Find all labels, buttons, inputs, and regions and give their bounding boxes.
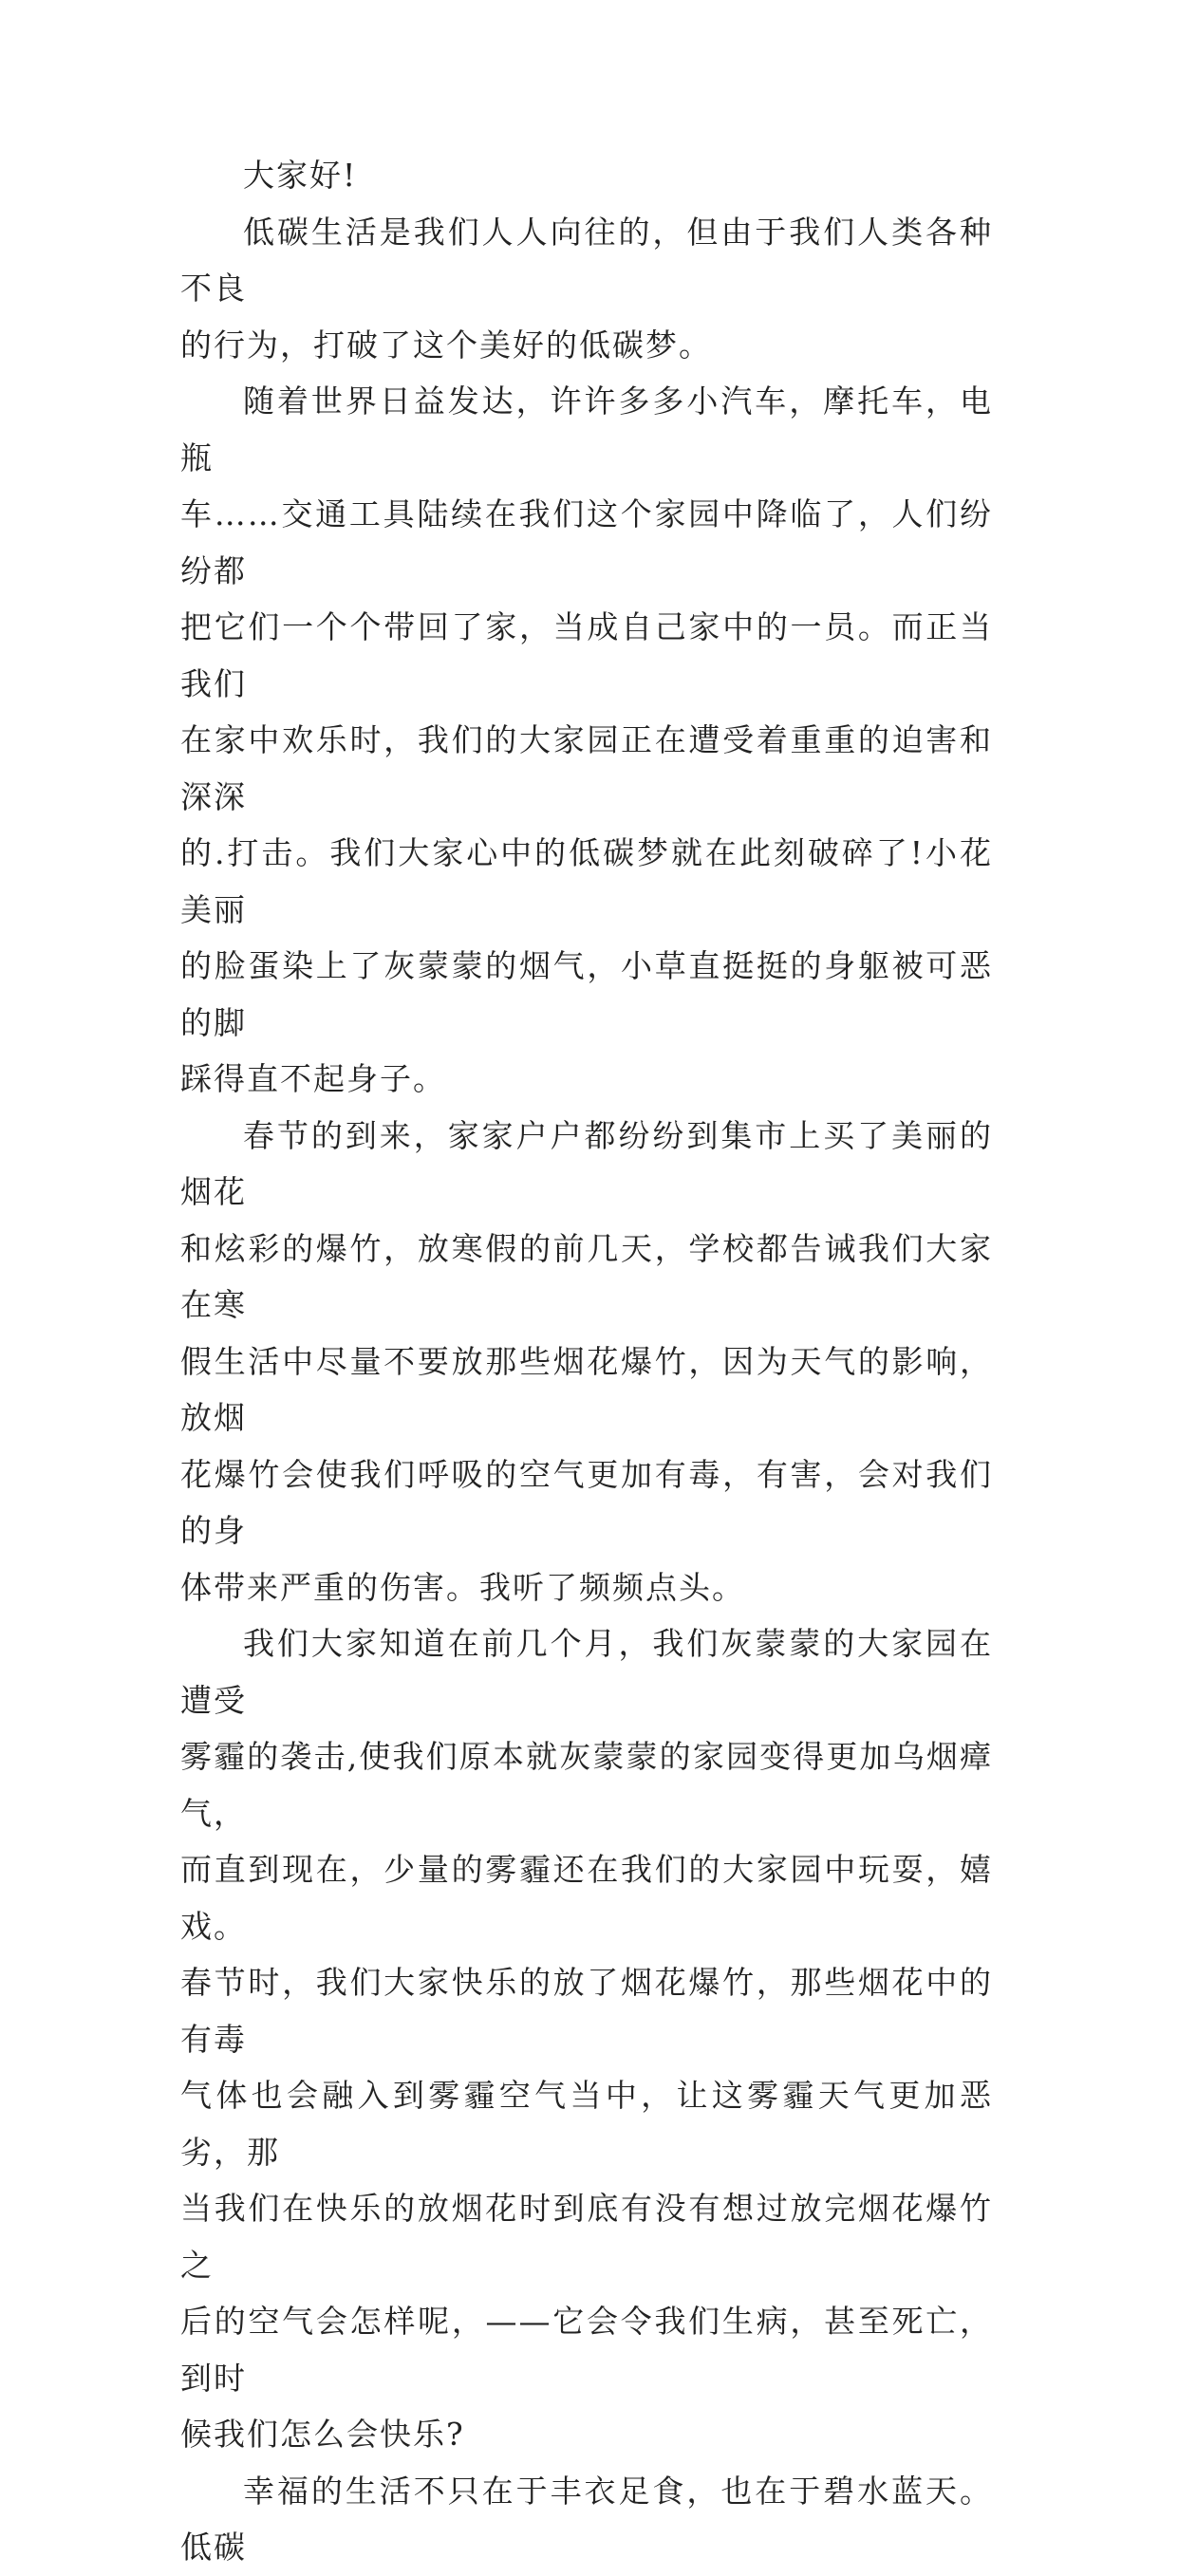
paragraph-line: 候我们怎么会快乐? — [180, 2416, 465, 2453]
paragraph-line: 当我们在快乐的放烟花时到底有没有想过放完烟花爆竹之 — [180, 2190, 993, 2284]
paragraph-line: 春节的到来，家家户户都纷纷到集市上买了美丽的烟花 — [180, 1116, 993, 1210]
paragraph-line: 把它们一个个带回了家，当成自己家中的一员。而正当我们 — [180, 608, 993, 702]
paragraph — [180, 373, 993, 1108]
paragraph-line: 的.打击。我们大家心中的低碳梦就在此刻破碎了!小花美丽 — [180, 834, 993, 928]
paragraph-line: 随着世界日益发达，许许多多小汽车，摩托车，电瓶 — [180, 383, 993, 476]
paragraph-line: 气体也会融入到雾霾空气当中，让这雾霾天气更加恶劣，那 — [180, 2077, 993, 2171]
paragraph-line: 的脸蛋染上了灰蒙蒙的烟气，小草直挺挺的身躯被可恶的脚 — [180, 947, 993, 1041]
paragraph-line: 花爆竹会使我们呼吸的空气更加有毒，有害，会对我们的身 — [180, 1455, 993, 1549]
paragraph — [180, 1615, 993, 2463]
paragraph-line: 车……交通工具陆续在我们这个家园中降临了，人们纷纷都 — [180, 495, 993, 589]
paragraph-line: 和炫彩的爆竹，放寒假的前几天，学校都告诫我们大家在寒 — [180, 1229, 993, 1323]
paragraph — [180, 204, 993, 374]
paragraph-line: 我们大家知道在前几个月，我们灰蒙蒙的大家园在遭受 — [180, 1625, 993, 1719]
document-body — [180, 147, 993, 2576]
paragraph-line: 雾霾的袭击,使我们原本就灰蒙蒙的家园变得更加乌烟瘴气， — [180, 1738, 993, 1832]
paragraph-line: 踩得直不起身子。 — [180, 1060, 446, 1097]
paragraph-line: 大家好! — [243, 157, 358, 194]
paragraph-line: 春节时，我们大家快乐的放了烟花爆竹，那些烟花中的有毒 — [180, 1964, 993, 2058]
paragraph-line: 低碳生活是我们人人向往的，但由于我们人类各种不良 — [180, 213, 993, 307]
paragraph-line: 后的空气会怎样呢，——它会令我们生病，甚至死亡，到时 — [180, 2303, 993, 2397]
paragraph — [180, 1108, 993, 1616]
paragraph-line: 体带来严重的伤害。我听了频频点头。 — [180, 1568, 745, 1606]
paragraph-line: 在家中欢乐时，我们的大家园正在遭受着重重的迫害和深深 — [180, 721, 993, 815]
paragraph — [180, 2463, 993, 2576]
paragraph-line: 幸福的生活不只在于丰衣足食，也在于碧水蓝天。低碳 — [180, 2472, 993, 2566]
paragraph — [180, 147, 993, 204]
paragraph-line: 假生活中尽量不要放那些烟花爆竹，因为天气的影响，放烟 — [180, 1342, 993, 1436]
paragraph-line: 的行为，打破了这个美好的低碳梦。 — [180, 326, 712, 364]
paragraph-line: 而直到现在，少量的雾霾还在我们的大家园中玩耍，嬉戏。 — [180, 1851, 993, 1945]
